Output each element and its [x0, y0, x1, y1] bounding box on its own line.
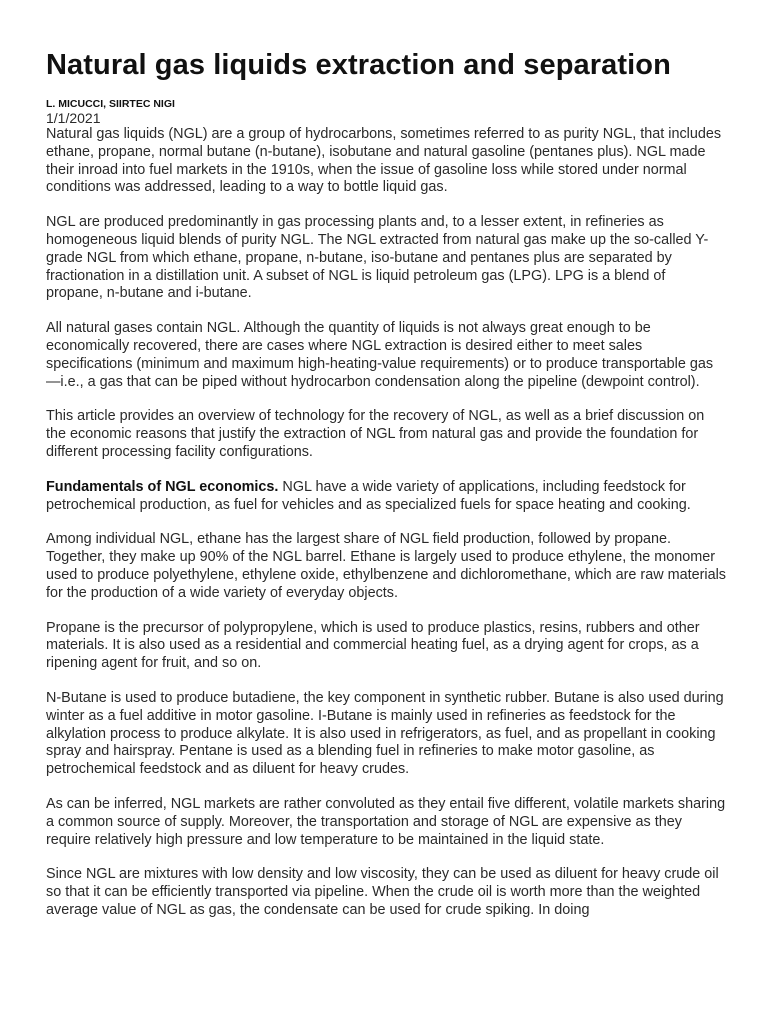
section-heading: Fundamentals of NGL economics.: [46, 478, 279, 495]
article-authors: L. MICUCCI, SIIRTEC NIGI: [46, 98, 175, 110]
paragraph-overview: This article provides an overview of technology for the recovery of NGL, as well as a brief discussion on the economic reasons that justify the extraction of NGL from natural gas and provide the foundation for different processing facility configurations.: [46, 408, 705, 460]
document-page: [46, 46, 726, 920]
paragraph-production: NGL are produced predominantly in gas processing plants and, to a lesser extent, in refineries as homogeneous liquid blends of purity NGL. The NGL extracted from natural gas make up the so-called Y-grade NGL from which ethane, propane, n-butane, iso-butane and pentanes plus are separated by fractionation in a distillation unit. A subset of NGL is liquid petroleum gas (LPG). LPG is a blend of propane, n-butane and i-butane.: [46, 214, 709, 302]
paragraph-fundamentals: [46, 479, 726, 515]
paragraph-natural-gases: All natural gases contain NGL. Although the quantity of liquids is not always great enough to be economically recovered, there are cases where NGL extraction is desired either to meet sales specifications (minimum and maximum high-heating-value requirements) or to produce transportable gas—i.e., a gas that can be piped without hydrocarbon condensation along the pipeline (dewpoint control).: [46, 320, 714, 390]
article-meta: [46, 98, 726, 126]
paragraph-diluent: Since NGL are mixtures with low density and low viscosity, they can be used as diluent for heavy crude oil so that it can be efficiently transported via pipeline. When the crude oil is worth more than the weighted average value of NGL as gas, the condensate can be used for crude spiking. In doing: [46, 866, 719, 918]
paragraph-butane: N-Butane is used to produce butadiene, the key component in synthetic rubber. Butane is also used during winter as a fuel additive in motor gasoline. I-Butane is mainly used in refineries as feedstock for the alkylation process to produce alkylate. It is also used in refrigerators, as fuel, and as propellant in cooking spray and hairspray. Pentane is used as a blending fuel in refineries to make motor gasoline, as petrochemical feedstock and as diluent for heavy crudes.: [46, 689, 724, 778]
article-date: 1/1/2021: [46, 110, 101, 126]
article-body: [46, 126, 726, 920]
paragraph-intro: Natural gas liquids (NGL) are a group of hydrocarbons, sometimes referred to as purity NGL, that includes ethane, propane, normal butane (n-butane), isobutane and natural gasoline (pentanes plus). NGL made their inroad into fuel markets in the 1910s, when the issue of gasoline loss while stored under normal conditions was addressed, leading to a way to bottle liquid gas.: [46, 126, 722, 196]
section-text: NGL have a wide variety of applications, including feedstock for petrochemical production, as fuel for vehicles and as specialized fuels for space heating and cooking.: [46, 478, 691, 513]
paragraph-markets: As can be inferred, NGL markets are rather convoluted as they entail five different, volatile markets sharing a common source of supply. Moreover, the transportation and storage of NGL are expensive as they require relatively high pressure and low temperature to be maintained in the liquid state.: [46, 795, 726, 848]
article-title: Natural gas liquids extraction and separation: [46, 49, 671, 81]
paragraph-propane: Propane is the precursor of polypropylene, which is used to produce plastics, resins, rubbers and other materials. It is also used as a residential and commercial heating fuel, as a drying agent for crops, as a ripening agent for fruit, and so on.: [46, 619, 700, 672]
paragraph-ethane: Among individual NGL, ethane has the largest share of NGL field production, followed by propane. Together, they make up 90% of the NGL barrel. Ethane is largely used to produce ethylene, the monomer used to produce polyethylene, ethylene oxide, ethylbenzene and dichloromethane, which are raw materials for the production of a wide variety of everyday objects.: [46, 531, 726, 601]
